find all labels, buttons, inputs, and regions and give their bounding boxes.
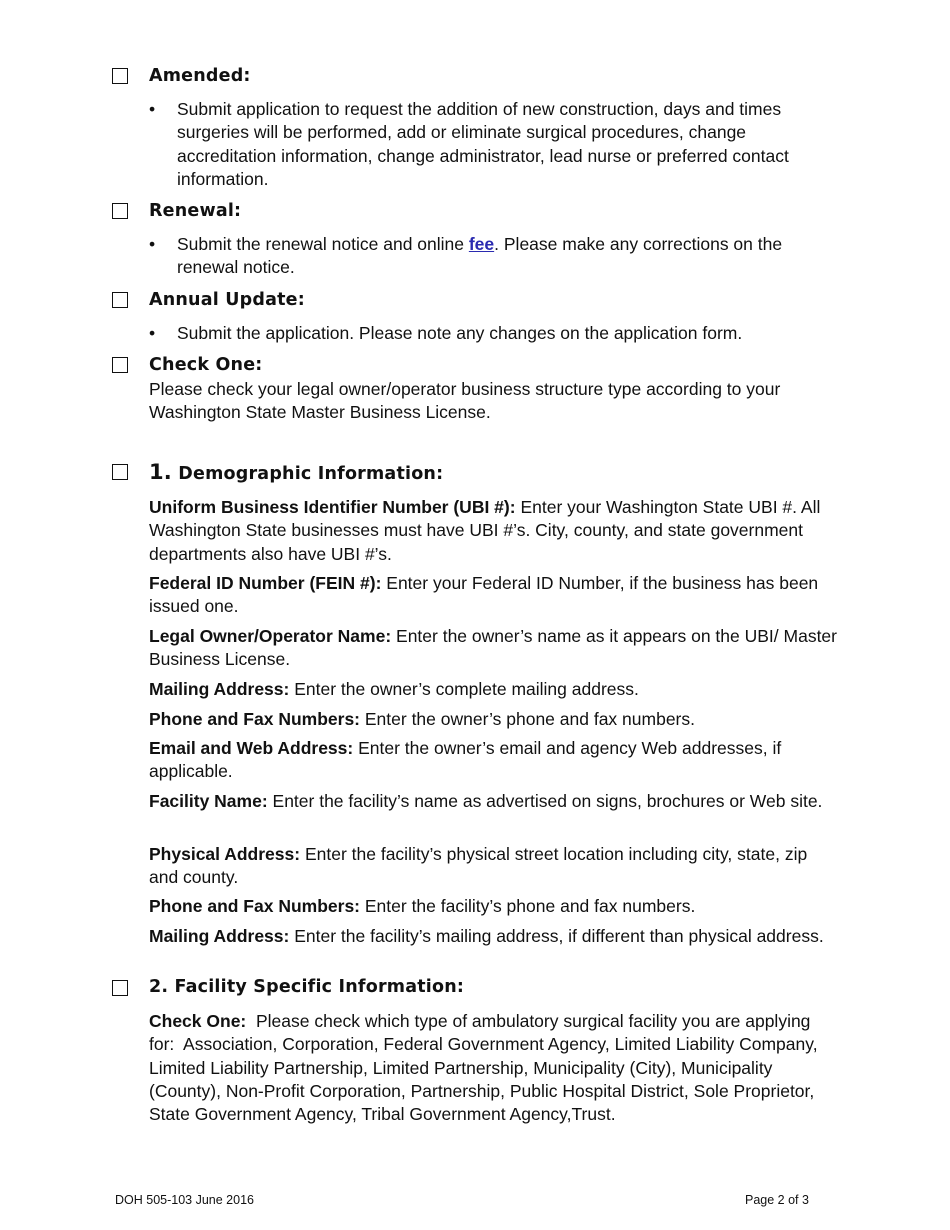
bullet-icon: •	[149, 234, 156, 254]
item-label: Physical Address:	[149, 844, 301, 864]
renewal-bullet-pre: Submit the renewal notice and online	[177, 234, 469, 254]
check-one-checkbox[interactable]	[112, 357, 128, 373]
fee-link[interactable]: fee	[468, 234, 495, 254]
item-text: Enter the owner’s phone and fax numbers.	[360, 709, 695, 729]
item-text: Enter the facility’s name as advertised on signs, brochures or Web site.	[267, 791, 823, 811]
demographic-item-owner-phone	[149, 708, 839, 731]
amended-bullet-text: Submit application to request the addition of new construction, days and times surgeries will be performed, add or eliminate surgical procedures, change accreditation information, change administrator, lead nurse or preferred contact information.	[177, 99, 789, 189]
item-label: Mailing Address:	[149, 679, 290, 699]
demographic-item-physical-address	[149, 843, 839, 890]
annual-update-bullet-text: Submit the application. Please note any changes on the application form.	[177, 323, 743, 343]
item-label: Facility Name:	[149, 791, 268, 811]
item-label: Email and Web Address:	[149, 738, 354, 758]
demographic-item-owner-mailing	[149, 678, 839, 701]
item-text: Enter your Washington State UBI #. All Washington State businesses must have UBI #’s. City, county, and state government departments also have UBI #’s.	[149, 497, 821, 564]
facility-specific-label: Check One:	[149, 1011, 247, 1031]
demographic-item-ubi	[149, 496, 839, 566]
demographic-item-email-web	[149, 737, 839, 784]
demographic-item-facility-phone	[149, 895, 839, 918]
item-text: Enter the facility’s phone and fax numbers.	[360, 896, 696, 916]
demographic-item-owner-name	[149, 625, 839, 672]
item-text: Enter the owner’s name as it appears on the UBI/ Master Business License.	[149, 626, 837, 670]
footer-form-id: DOH 505-103 June 2016	[115, 1193, 254, 1207]
renewal-bullet-post: . Please make any corrections on the renewal notice.	[177, 234, 783, 278]
item-text: Enter the facility’s physical street location including city, state, zip and county.	[149, 844, 808, 888]
check-one-heading: Check One:	[149, 355, 263, 375]
facility-specific-body: Please check which type of ambulatory surgical facility you are applying for: Association, Corporation, Federal Government Agency, Limited Liability Company, Limited Liability Partnership, Limited Partnership, Municipality (City), Municipality (County), Non-Profit Corporation, Partnership, Public Hospital District, Sole Proprietor, State Government Agency, Tribal Government Agency,Trust.	[149, 1011, 823, 1125]
item-label: Uniform Business Identifier Number (UBI #):	[149, 497, 516, 517]
renewal-bullet-text	[177, 233, 837, 280]
item-label: Phone and Fax Numbers:	[149, 896, 361, 916]
item-text: Enter the facility’s mailing address, if different than physical address.	[289, 926, 824, 946]
renewal-heading: Renewal:	[149, 201, 242, 221]
demographic-checkbox[interactable]	[112, 464, 128, 480]
demographic-number: 1.	[149, 460, 172, 484]
bullet-icon: •	[149, 99, 156, 119]
bullet-icon: •	[149, 323, 156, 343]
annual-update-heading: Annual Update:	[149, 290, 305, 310]
demographic-item-facility-mailing	[149, 925, 839, 948]
item-text: Enter the owner’s complete mailing address.	[289, 679, 639, 699]
amended-checkbox[interactable]	[112, 68, 128, 84]
facility-specific-text	[149, 1010, 839, 1126]
renewal-checkbox[interactable]	[112, 203, 128, 219]
item-text: Enter the owner’s email and agency Web addresses, if applicable.	[149, 738, 782, 782]
annual-update-checkbox[interactable]	[112, 292, 128, 308]
demographic-heading	[149, 460, 443, 484]
item-label: Phone and Fax Numbers:	[149, 709, 361, 729]
amended-heading: Amended:	[149, 66, 251, 86]
check-one-text: Please check your legal owner/operator business structure type according to your Washington State Master Business License.	[149, 379, 781, 423]
demographic-item-facility-name	[149, 790, 839, 813]
item-text: Enter your Federal ID Number, if the business has been issued one.	[149, 573, 819, 617]
facility-specific-heading: 2. Facility Specific Information:	[149, 977, 465, 997]
item-label: Legal Owner/Operator Name:	[149, 626, 392, 646]
footer-page-number: Page 2 of 3	[745, 1193, 809, 1207]
demographic-title: Demographic Information:	[178, 464, 444, 484]
demographic-item-fein	[149, 572, 839, 619]
item-label: Mailing Address:	[149, 926, 290, 946]
facility-specific-checkbox[interactable]	[112, 980, 128, 996]
item-label: Federal ID Number (FEIN #):	[149, 573, 382, 593]
